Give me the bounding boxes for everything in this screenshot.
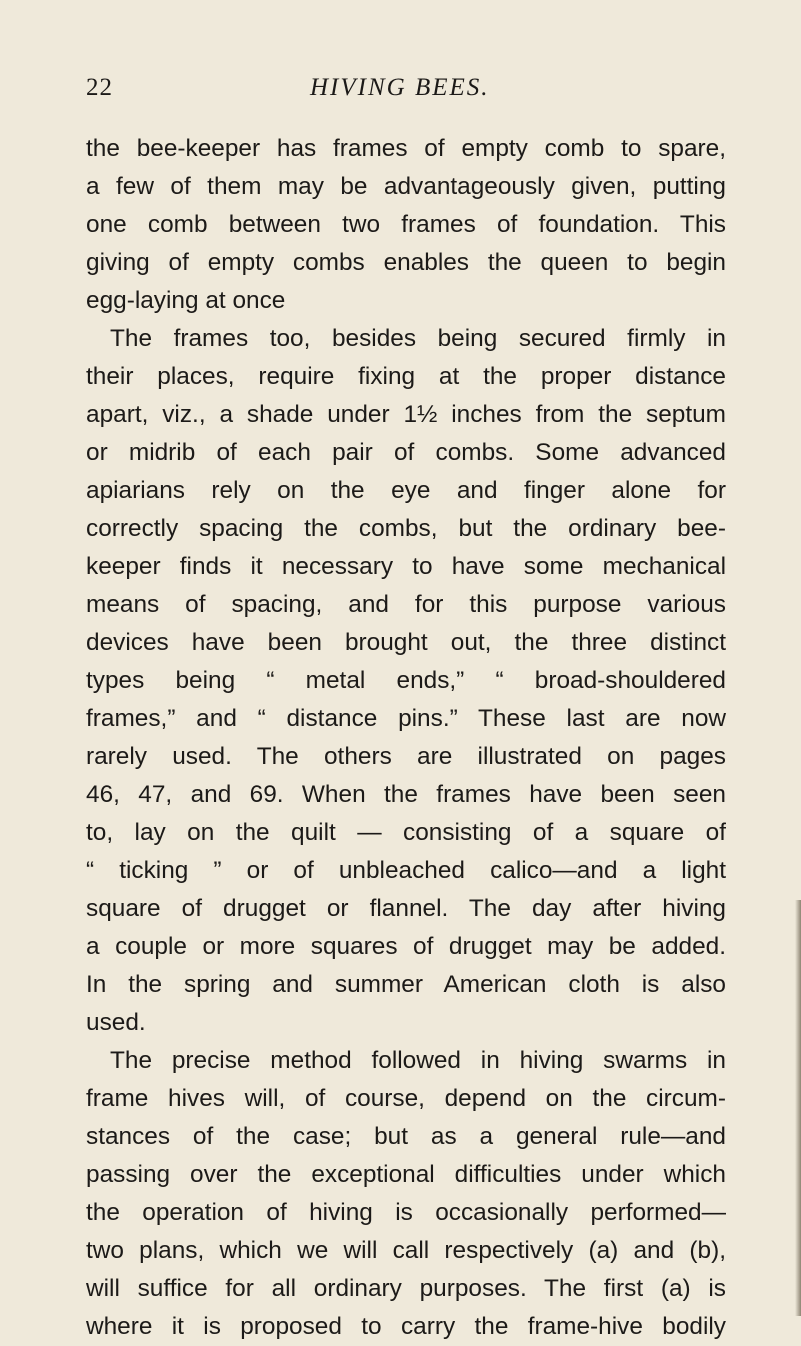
text-line: devices have been brought out, the three distinct: [86, 629, 726, 656]
text-line: one comb between two frames of foundation. This: [86, 211, 726, 238]
text-line: or midrib of each pair of combs. Some advanced: [86, 439, 726, 466]
text-line: a few of them may be advantageously given, putting: [86, 173, 726, 200]
text-line: a couple or more squares of drugget may be added.: [86, 933, 726, 960]
page-number: 22: [86, 74, 113, 101]
text-line: apiarians rely on the eye and finger alone for: [86, 477, 726, 504]
text-line: 46, 47, and 69. When the frames have been seen: [86, 781, 726, 808]
text-line: the operation of hiving is occasionally performed—: [86, 1199, 726, 1226]
text-line: means of spacing, and for this purpose various: [86, 591, 726, 618]
text-line: The precise method followed in hiving swarms in: [110, 1047, 726, 1074]
running-title: HIVING BEES.: [310, 74, 490, 101]
text-line: passing over the exceptional difficulties under which: [86, 1161, 726, 1188]
text-line: the bee-keeper has frames of empty comb to spare,: [86, 135, 726, 162]
text-line: two plans, which we will call respectively (a) and (b),: [86, 1237, 726, 1264]
text-line: “ ticking ” or of unbleached calico—and a light: [86, 857, 726, 884]
text-line: frame hives will, of course, depend on the circum-: [86, 1085, 726, 1112]
text-line: used.: [86, 1009, 146, 1036]
text-line: types being “ metal ends,” “ broad-shouldered: [86, 667, 726, 694]
text-line: square of drugget or flannel. The day after hiving: [86, 895, 726, 922]
text-line: egg-laying at once: [86, 287, 286, 314]
text-line: apart, viz., a shade under 1½ inches from the septum: [86, 401, 726, 428]
text-line: where it is proposed to carry the frame-hive bodily: [86, 1313, 726, 1340]
text-line: The frames too, besides being secured firmly in: [110, 325, 726, 352]
text-line: stances of the case; but as a general rule—and: [86, 1123, 726, 1150]
body-text: [86, 130, 726, 1346]
text-line: rarely used. The others are illustrated on pages: [86, 743, 726, 770]
text-line: will suffice for all ordinary purposes. The first (a) is: [86, 1275, 726, 1302]
text-line: to, lay on the quilt — consisting of a square of: [86, 819, 726, 846]
text-line: In the spring and summer American cloth is also: [86, 971, 726, 998]
text-line: keeper finds it necessary to have some mechanical: [86, 553, 726, 580]
text-line: giving of empty combs enables the queen to begin: [86, 249, 726, 276]
text-line: correctly spacing the combs, but the ordinary bee-: [86, 515, 726, 542]
page-edge-shadow: [795, 900, 801, 1316]
text-line: frames,” and “ distance pins.” These last are now: [86, 705, 726, 732]
running-head: [0, 74, 801, 114]
text-line: their places, require fixing at the proper distance: [86, 363, 726, 390]
